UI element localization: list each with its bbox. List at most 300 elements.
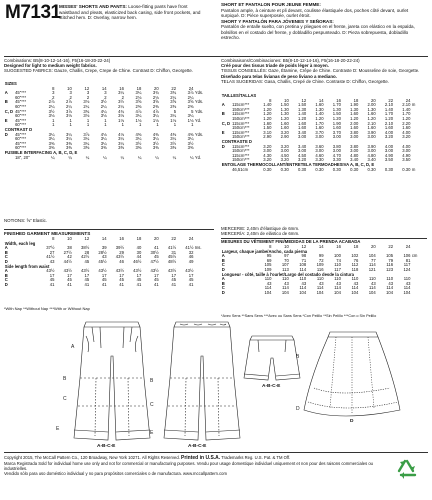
table-cell: 2.90: [263, 134, 272, 140]
table-cell: 3¼: [83, 136, 90, 142]
table-cell: 104: [264, 289, 272, 295]
table-cell: 17: [171, 272, 177, 278]
table-cell: 3¾: [152, 90, 159, 96]
row-unit: Yds.: [194, 99, 204, 105]
row-unit: Ins.: [194, 245, 202, 251]
table-cell: 114: [282, 285, 289, 291]
row-label: E: [221, 129, 225, 135]
table-cell: 3¼: [65, 131, 72, 137]
table-cell: 32: [188, 249, 194, 255]
row-label: B: [4, 99, 8, 105]
table-cell: 4⅜: [170, 131, 177, 137]
table-cell: 1.20: [384, 115, 394, 121]
table-cell: 0.30: [332, 166, 341, 172]
table-cell: 18: [353, 97, 359, 103]
table-cell: 1.20: [280, 115, 289, 121]
header-divider: [4, 56, 428, 57]
vendu-pour: Vendu pour usage domestique individuel uniquement et non pour des raisons commerciales ou industrielles.: [4, 461, 373, 472]
table-cell: 0.30: [263, 166, 272, 172]
suggested-fabrics: SUGGESTED FABRICS: Gauze, Challis, Crepe, Crepe de Chine. Contrast D: Chiffon, Georgette.: [4, 68, 194, 74]
table-cell: 95: [266, 253, 272, 259]
table-cell: 3⅞: [187, 90, 194, 96]
description-body: Loose-fitting pants have front waistband and pleats, elasticized back casing, side front pockets, and stitched hem. D: Overlay, narrow hem.: [59, 4, 201, 20]
table-cell: 12: [84, 236, 90, 241]
table-cell: 30½: [150, 249, 159, 255]
fig3-caption: A-B-C-E: [262, 384, 281, 389]
table-cell: 4.50: [298, 152, 307, 158]
table-cell: 8: [52, 236, 55, 241]
section-label: CONTRASTE D: [221, 138, 252, 144]
table-cell: 1: [104, 117, 107, 123]
table-cell: 3¼: [135, 136, 142, 142]
table-cell: 42½: [81, 254, 90, 260]
table-cell: 38½: [81, 245, 90, 251]
table-cell: 3¼: [135, 113, 142, 119]
table-cell: 110: [351, 276, 359, 282]
table-cell: 104: [333, 289, 341, 295]
left-measure-table: [4, 237, 202, 288]
row-width: 115cm***: [232, 129, 250, 135]
table-cell: 3.00: [402, 148, 411, 154]
marca: Marca Registrada: [4, 461, 38, 467]
table-cell: 1.60: [298, 120, 307, 126]
table-cell: 116: [316, 266, 324, 272]
table-cell: 105: [264, 262, 272, 268]
row-unit: m: [411, 102, 416, 108]
table-cell: 3.00: [367, 134, 376, 140]
table-cell: 8: [52, 85, 55, 91]
table-cell: 45: [84, 277, 90, 283]
table-cell: 104: [351, 289, 359, 295]
table-cell: ¼: [103, 154, 107, 160]
table-cell: 45½: [167, 254, 177, 260]
footer-text: [4, 455, 394, 476]
row-width: 150cm***: [232, 106, 250, 112]
table-cell: 3.70: [332, 129, 341, 135]
table-cell: 3.00: [263, 148, 272, 154]
table-cell: 17: [49, 272, 55, 278]
table-cell: 1: [173, 122, 177, 128]
table-cell: 0.30: [350, 166, 359, 172]
table-cell: 116: [386, 262, 394, 268]
section-label: Longueur - côté, taille à l'ourlet/Largo del costado desde la cintura: [221, 271, 354, 277]
table-cell: 43½: [133, 268, 142, 274]
table-cell: 71: [301, 257, 307, 263]
table-cell: 1: [156, 122, 159, 128]
table-cell: 22: [171, 85, 177, 91]
table-cell: 41: [84, 281, 90, 287]
table-cell: 3⅛: [48, 113, 55, 119]
row-unit: Yds.: [194, 90, 204, 96]
table-cell: 104: [299, 289, 307, 295]
table-cell: 2¼: [48, 103, 55, 109]
table-cell: 4.80: [367, 152, 376, 158]
table-cell: 97: [284, 253, 289, 259]
row-unit: [411, 291, 418, 296]
table-cell: 47½: [150, 258, 159, 264]
row-label: C, D: [221, 120, 231, 126]
table-cell: 1.50: [280, 102, 289, 108]
table-cell: 2.10: [384, 120, 394, 126]
table-cell: 41: [101, 281, 107, 287]
row-label: B: [4, 272, 8, 278]
table-cell: 1: [86, 117, 90, 123]
table-cell: 109: [316, 262, 324, 268]
printed-in: Printed in U.S.A.: [181, 455, 221, 461]
table-cell: 3.80: [350, 143, 359, 149]
table-cell: 3¼: [187, 136, 194, 142]
table-cell: 43: [301, 280, 307, 286]
table-cell: 41½: [185, 245, 194, 251]
row-label: C: [4, 254, 8, 260]
row-width: 45"***: [15, 108, 27, 114]
table-cell: 39: [101, 245, 107, 251]
row-width: [14, 283, 37, 288]
section-label: Side length from waist: [4, 263, 50, 269]
table-cell: 18: [136, 236, 142, 241]
table-cell: 3¾: [170, 90, 177, 96]
table-cell: 113: [282, 266, 289, 272]
table-cell: 3¼: [152, 113, 159, 119]
table-cell: 3½: [100, 99, 107, 105]
table-cell: 3.00: [298, 148, 307, 154]
table-cell: 17: [119, 272, 124, 278]
table-cell: 14: [318, 97, 324, 103]
table-cell: 79: [388, 257, 394, 263]
table-cell: 1.20: [402, 115, 411, 121]
row-width: 60"***: [15, 103, 27, 109]
fig1-label-b: B: [63, 376, 67, 382]
table-cell: 0.30: [280, 166, 289, 172]
table-cell: 1.30: [367, 106, 376, 112]
table-cell: 41: [119, 281, 124, 287]
table-cell: 44: [136, 254, 142, 260]
table-cell: 3.20: [280, 143, 289, 149]
back-pants-illustration: [164, 322, 240, 440]
table-cell: 1.70: [315, 120, 324, 126]
website[interactable]: www.mccallpattern.com: [183, 471, 227, 477]
table-cell: 3.20: [263, 143, 272, 149]
table-cell: 3¼: [48, 131, 55, 137]
table-cell: 22: [388, 97, 394, 103]
row-width: 115cm***: [232, 111, 250, 117]
table-cell: 17: [67, 272, 72, 278]
left-divider: [4, 229, 214, 230]
title-fr: SHORT ET PANTALON POUR JEUNE FEMME:: [221, 2, 321, 7]
table-cell: ¼: [85, 154, 90, 160]
table-cell: 2: [52, 94, 55, 100]
table-cell: 1.50: [298, 102, 307, 108]
table-cell: ¼: [172, 154, 177, 160]
table-cell: 43: [371, 280, 376, 286]
row-unit: cm: [411, 253, 418, 259]
table-cell: 110: [403, 276, 411, 282]
table-cell: 24: [405, 97, 411, 103]
table-cell: 45: [154, 254, 159, 260]
table-cell: 16: [119, 85, 124, 91]
table-cell: 2.10: [384, 102, 394, 108]
table-cell: 3.80: [350, 129, 359, 135]
table-cell: 41: [154, 245, 159, 251]
garment-illustrations: [0, 318, 432, 448]
table-cell: 44½: [63, 258, 72, 264]
table-cell: 3⅜: [48, 145, 55, 151]
table-row: [4, 156, 204, 161]
table-cell: 29: [119, 249, 124, 255]
table-cell: 3¼: [118, 90, 124, 96]
table-cell: 114: [351, 285, 359, 291]
table-cell: 3⅛: [118, 113, 124, 119]
table-cell: 3¼: [83, 140, 90, 146]
table-cell: 12: [84, 85, 90, 91]
table-cell: 16: [119, 236, 124, 241]
table-cell: 3.00: [298, 134, 307, 140]
table-cell: 39½: [115, 245, 124, 251]
table-cell: 1⅛: [152, 117, 159, 123]
table-cell: 3.00: [367, 148, 376, 154]
table-row: [4, 283, 202, 288]
left-intro: [4, 58, 214, 74]
section-label: TAILLES/TALLAS: [221, 93, 257, 98]
table-cell: 3⅜: [187, 145, 194, 151]
table-cell: 10: [67, 85, 72, 91]
table-cell: 43: [284, 280, 289, 286]
row-width: 45"***: [15, 117, 27, 123]
left-fabric-table: [4, 82, 204, 160]
table-cell: 2¼: [65, 103, 72, 109]
table-cell: 43: [353, 280, 359, 286]
table-cell: 4⅞: [135, 108, 142, 114]
table-cell: 4.90: [384, 152, 394, 158]
table-cell: 3⅜: [65, 145, 72, 151]
table-cell: 20: [371, 97, 376, 103]
table-cell: 17: [84, 272, 90, 278]
row-width: 150cm***: [232, 134, 250, 140]
table-cell: 41: [188, 281, 194, 287]
table-cell: 3.80: [332, 143, 341, 149]
table-cell: 4.90: [402, 152, 411, 158]
table-cell: 1: [52, 117, 55, 123]
measure-title: FINISHED GARMENT MEASUREMENTS: [4, 231, 91, 236]
row-width: 46,51cm: [232, 166, 249, 172]
table-cell: 1.40: [298, 111, 307, 117]
table-cell: 4⅜: [187, 131, 194, 137]
table-cell: 110: [264, 276, 272, 282]
table-cell: 109: [264, 266, 272, 272]
table-cell: 1.20: [298, 115, 307, 121]
fig1-label-c: C: [63, 396, 67, 402]
table-cell: 16: [336, 97, 341, 103]
table-cell: 117: [334, 266, 341, 272]
table-cell: 3¼: [170, 136, 177, 142]
table-cell: 3: [52, 90, 55, 96]
table-cell: 3⅛: [100, 113, 107, 119]
table-cell: 12: [301, 244, 307, 249]
table-cell: 22: [388, 244, 394, 249]
row-label: C, D: [4, 108, 14, 114]
row-width: 60"***: [15, 122, 27, 128]
table-cell: 2⅛: [135, 94, 142, 100]
table-cell: 1.20: [350, 115, 359, 121]
yardage-table: [4, 82, 204, 160]
table-cell: 4.00: [402, 129, 411, 135]
table-cell: ¼: [68, 154, 72, 160]
table-cell: 4⅛: [118, 131, 124, 137]
mesures-title: MESURES DU VÊTEMENT FINI/MEDIDAS DE LA PRENDA ACABADA: [221, 239, 361, 244]
table-cell: 1.70: [402, 111, 411, 117]
table-cell: 43½: [81, 268, 90, 274]
table-cell: 70: [284, 257, 289, 263]
row-width: 60"***: [15, 145, 27, 151]
table-cell: 3.00: [332, 148, 341, 154]
table-cell: 114: [299, 285, 307, 291]
fig4-caption: D: [350, 419, 354, 424]
table-cell: 1.60: [367, 111, 376, 117]
row-width: 150cm***: [232, 125, 250, 131]
table-cell: 2¼: [100, 103, 107, 109]
table-cell: 3.20: [384, 134, 394, 140]
measurement-table: [4, 237, 202, 288]
table-cell: 76: [353, 257, 359, 263]
table-cell: 3¼: [118, 136, 124, 142]
table-cell: 3.40: [298, 143, 307, 149]
table-cell: 43½: [98, 268, 107, 274]
combinations-fr: Combinaisons/Combinaciones: B5(8-10-12-14-16), F5(16-18-20-22-24): [221, 58, 360, 63]
table-cell: 1: [86, 122, 90, 128]
table-cell: 1.50: [263, 125, 272, 131]
table-cell: 18: [353, 244, 359, 249]
row-label: D: [221, 266, 225, 272]
table-cell: 2⅜: [170, 103, 177, 109]
table-cell: 4.70: [332, 152, 341, 158]
table-cell: 4.80: [350, 152, 359, 158]
fig1-label-e: E: [56, 426, 60, 432]
table-cell: 3.00: [332, 134, 341, 140]
table-cell: 3⅝: [187, 99, 194, 105]
description-fr-es: [221, 2, 427, 41]
table-cell: 3¼: [48, 136, 55, 142]
table-cell: 49: [188, 258, 194, 264]
table-cell: 18: [136, 85, 142, 91]
table-cell: 1.30: [280, 111, 289, 117]
table-cell: 3.20: [280, 157, 289, 163]
table-cell: 3⅞: [65, 108, 72, 114]
table-cell: 3½: [187, 140, 194, 146]
table-cell: 3⅜: [83, 145, 90, 151]
row-width: 150cm***: [232, 148, 250, 154]
table-cell: 0.30: [298, 166, 307, 172]
table-row: [221, 291, 418, 296]
row-unit: Yd.: [194, 154, 202, 160]
row-label: B: [221, 257, 225, 263]
table-cell: 41: [67, 281, 72, 287]
table-cell: 1.20: [315, 115, 324, 121]
table-cell: 43: [405, 280, 411, 286]
table-cell: 1: [69, 117, 72, 123]
table-cell: 45: [154, 277, 159, 283]
table-cell: 81: [405, 257, 411, 263]
table-cell: 114: [334, 285, 341, 291]
table-cell: 0.30: [315, 166, 324, 172]
table-cell: 10: [284, 244, 289, 249]
table-cell: 1.40: [315, 111, 324, 117]
table-cell: 114: [299, 266, 307, 272]
table-cell: 72: [318, 257, 324, 263]
table-cell: 3⅜: [170, 145, 177, 151]
copyright: Copyright 2015, The McCall Pattern Co., 120 Broadway, New York 10271. All Rights Reserved.: [4, 455, 180, 460]
table-row: [221, 168, 416, 173]
table-cell: 43: [49, 258, 55, 264]
table-cell: 4⅜: [135, 131, 142, 137]
row-label: A: [221, 102, 225, 108]
row-label: A: [221, 253, 225, 259]
merceria: MERCERÍA: 2,40m de elástico de 6mm.: [221, 231, 300, 237]
table-cell: 3½: [170, 140, 177, 146]
table-cell: 3⅜: [135, 145, 142, 151]
sens-note: *Avec Sens **Sans Sens ***Avec ou Sans Sens *Con Pelillo **Sin Pelillo ***Con o Sin Pelillo: [221, 314, 377, 318]
combinations: Combinations: B5(8-10-12-14-16), F5(16-18-20-22-24): [4, 58, 111, 63]
table-cell: 1⅛: [187, 117, 194, 123]
table-cell: 2: [104, 94, 107, 100]
table-cell: 41: [49, 281, 55, 287]
table-cell: 2⅜: [152, 103, 159, 109]
row-width: 115cm***: [232, 152, 250, 158]
table-cell: 3.90: [367, 129, 376, 135]
table-cell: 2¼: [170, 94, 177, 100]
table-cell: 2⅞: [48, 99, 55, 105]
table-cell: 43½: [115, 254, 124, 260]
row-width: 18", 20": [15, 154, 30, 160]
section-label: SIZES: [4, 81, 17, 86]
table-cell: 24: [405, 244, 411, 249]
table-cell: 2.10: [367, 120, 376, 126]
table-cell: 45½: [98, 258, 107, 264]
table-cell: 99: [318, 253, 324, 259]
table-cell: 3.00: [280, 148, 289, 154]
row-label: [221, 168, 231, 173]
front-pants-illustration: [74, 322, 150, 440]
table-cell: ¼: [120, 154, 124, 160]
table-cell: ¼: [155, 154, 159, 160]
table-cell: 2: [121, 94, 124, 100]
section-label: FUSIBLE INTERFACING A, B, C, D, E: [4, 149, 78, 155]
designed-for-es: Diseñado para telas livianas de peso liviano a mediano.: [221, 73, 337, 79]
table-cell: 17: [188, 272, 194, 278]
table-cell: 28½: [98, 249, 107, 255]
row-label: C: [4, 277, 8, 283]
table-cell: 3⅜: [118, 145, 124, 151]
row-label: B: [4, 249, 8, 255]
table-cell: 46: [119, 258, 124, 264]
table-cell: 3.10: [263, 129, 272, 135]
fig1-caption: A-B-C-E: [97, 444, 116, 449]
fig3-label-b: B: [296, 354, 300, 360]
table-cell: 3.20: [263, 157, 272, 163]
table-cell: 17: [154, 272, 159, 278]
table-cell: 3¼: [100, 140, 107, 146]
table-cell: 3.00: [315, 148, 324, 154]
right-intro: [221, 58, 427, 84]
table-cell: 4.60: [315, 152, 324, 158]
row-width: 115cm***: [232, 102, 250, 108]
table-cell: 104: [281, 289, 289, 295]
table-cell: 2¼: [187, 94, 194, 100]
table-cell: 22: [171, 236, 177, 241]
table-cell: 3⅛: [65, 113, 72, 119]
table-cell: 4¾: [118, 108, 124, 114]
table-cell: 2¼: [83, 103, 90, 109]
row-width: 150cm***: [232, 115, 250, 121]
